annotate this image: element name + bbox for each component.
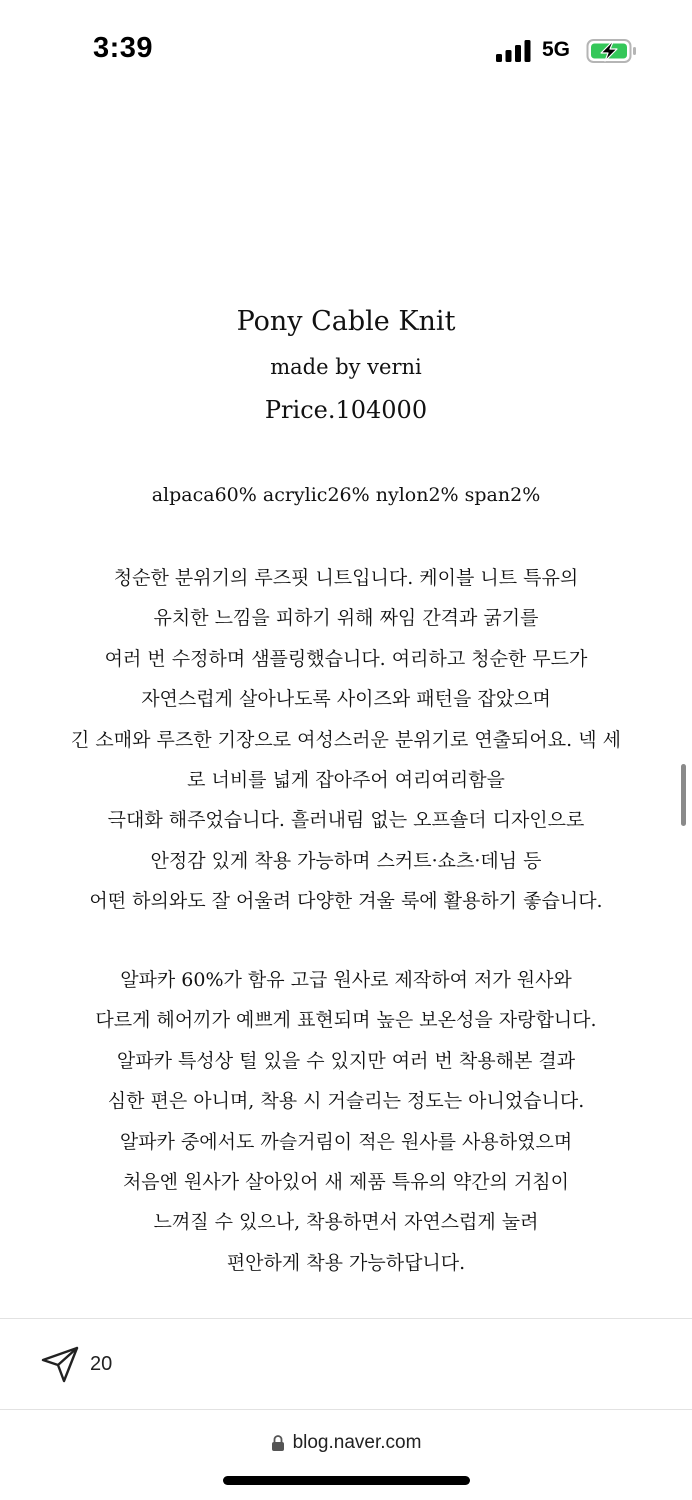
description-paragraph-1 [0,558,692,922]
description-line: 처음엔 원사가 살아있어 새 제품 특유의 약간의 거침이 [122,1171,570,1194]
network-type: 5G [542,38,571,61]
home-indicator[interactable] [223,1476,470,1485]
scroll-indicator[interactable] [681,764,686,826]
status-bar [0,0,692,100]
product-maker: made by verni [270,355,422,379]
divider [0,1409,692,1410]
description-line: 알파카 중에서도 까슬거림이 적은 원사를 사용하였으며 [119,1130,573,1153]
description-line: 편안하게 착용 가능하답니다. [226,1251,466,1274]
description-line: 심한 편은 아니며, 착용 시 거슬리는 정도는 아니었습니다. [107,1090,585,1113]
description-paragraph-2 [0,960,692,1283]
status-time: 3:39 [93,32,154,64]
battery-charging-icon [586,38,638,64]
divider [0,1318,692,1319]
description-line: 느껴질 수 있으나, 착용하면서 자연스럽게 눌려 [153,1211,539,1234]
description-line: 알파카 특성상 털 있을 수 있지만 여러 번 착용해본 결과 [116,1049,576,1072]
description-line: 로 너비를 넓게 잡아주어 여리여리함을 [187,769,505,792]
send-icon [40,1344,80,1384]
product-title: Pony Cable Knit [236,306,456,337]
description-line: 어떤 하의와도 잘 어울려 다양한 겨울 룩에 활용하기 좋습니다. [89,890,603,913]
description-line: 여러 번 수정하며 샘플링했습니다. 여리하고 청순한 무드가 [104,647,588,670]
share-count: 20 [90,1352,113,1375]
description-line: 유치한 느낌을 피하기 위해 짜임 간격과 굵기를 [153,607,539,630]
description-line: 청순한 분위기의 루즈핏 니트입니다. 케이블 니트 특유의 [113,567,579,589]
product-price: Price.104000 [264,396,428,424]
description-line: 알파카 60%가 함유 고급 원사로 제작하여 저가 원사와 [120,969,572,991]
description-line: 자연스럽게 살아나도록 사이즈와 패턴을 잡았으며 [141,688,551,711]
signal-icon [496,40,532,62]
url-bar[interactable] [0,1428,692,1458]
url-text: blog.naver.com [292,1432,422,1453]
description-line: 긴 소매와 루즈한 기장으로 여성스러운 분위기로 연출되어요. 넥 세 [71,728,621,751]
lock-icon [271,1434,285,1452]
description-line: 안정감 있게 착용 가능하며 스커트·쇼츠·데님 등 [150,849,542,872]
share-button[interactable] [40,1344,112,1384]
product-composition: alpaca60% acrylic26% nylon2% span2% [151,484,541,506]
description-line: 극대화 해주었습니다. 흘러내림 없는 오프숄더 디자인으로 [107,809,585,832]
description-line: 다르게 헤어끼가 예쁘게 표현되며 높은 보온성을 자랑합니다. [95,1009,597,1032]
